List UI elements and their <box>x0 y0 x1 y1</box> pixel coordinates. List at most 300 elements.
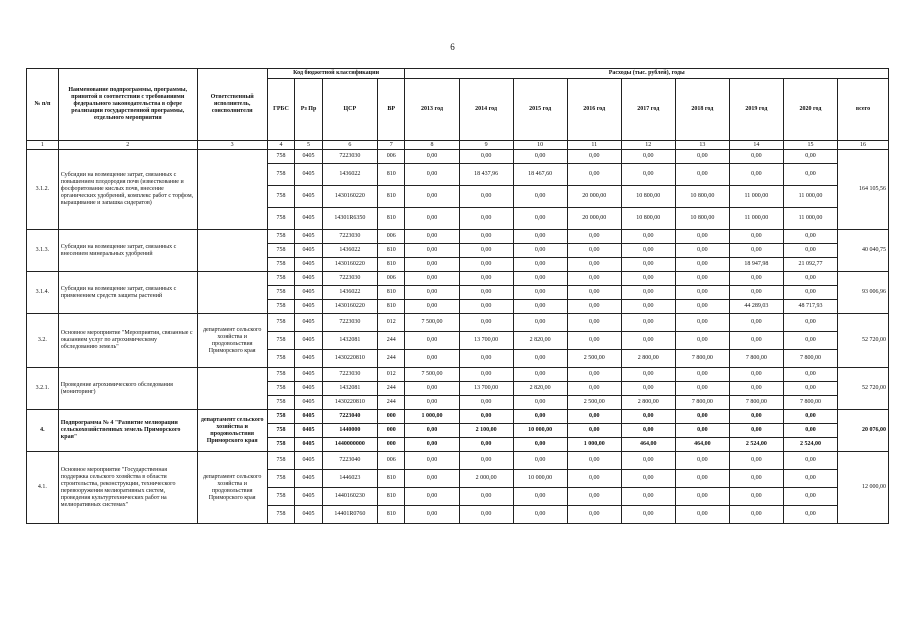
cell-vr: 244 <box>377 332 405 350</box>
cell-year-value: 0,00 <box>405 300 459 314</box>
cell-csr: 14401R0760 <box>322 506 377 524</box>
cell-csr: 7223030 <box>322 150 377 164</box>
cell-rzpr: 0405 <box>295 186 323 208</box>
cell-grbs: 758 <box>267 286 295 300</box>
row-responsible <box>197 368 267 410</box>
cell-grbs: 758 <box>267 470 295 488</box>
cell-year-value: 0,00 <box>729 332 783 350</box>
cell-year-value: 0,00 <box>567 286 621 300</box>
page-number: 6 <box>450 42 455 52</box>
row-name: Проведение агрохимического обследования (мониторинг) <box>58 368 197 410</box>
cell-year-value: 0,00 <box>729 286 783 300</box>
column-index-cell: 2 <box>58 141 197 150</box>
cell-year-value: 0,00 <box>405 488 459 506</box>
cell-year-value: 0,00 <box>675 382 729 396</box>
header-expense-group: Расходы (тыс. рублей), годы <box>405 69 889 79</box>
cell-vr: 810 <box>377 244 405 258</box>
cell-year-value: 0,00 <box>621 332 675 350</box>
cell-year-value: 0,00 <box>567 272 621 286</box>
cell-year-value: 18 437,96 <box>459 164 513 186</box>
cell-grbs: 758 <box>267 368 295 382</box>
cell-year-value: 0,00 <box>729 230 783 244</box>
cell-rzpr: 0405 <box>295 208 323 230</box>
row-number: 3.1.2. <box>27 150 59 230</box>
cell-year-value: 1 000,00 <box>405 410 459 424</box>
cell-year-value: 0,00 <box>783 150 837 164</box>
cell-year-value: 0,00 <box>459 438 513 452</box>
cell-year-value: 0,00 <box>621 488 675 506</box>
cell-year-value: 0,00 <box>567 230 621 244</box>
cell-year-value: 0,00 <box>621 244 675 258</box>
cell-year-value: 0,00 <box>513 258 567 272</box>
column-index-cell: 7 <box>377 141 405 150</box>
cell-year-value: 11 000,00 <box>729 208 783 230</box>
row-responsible <box>197 150 267 230</box>
cell-year-value: 0,00 <box>783 470 837 488</box>
cell-year-value: 0,00 <box>405 438 459 452</box>
cell-csr: 1430220810 <box>322 350 377 368</box>
cell-year-value: 0,00 <box>513 230 567 244</box>
header-year-2016: 2016 год <box>567 79 621 141</box>
cell-year-value: 0,00 <box>405 424 459 438</box>
header-vr: ВР <box>377 79 405 141</box>
cell-year-value: 0,00 <box>621 506 675 524</box>
table-row <box>27 452 889 470</box>
cell-grbs: 758 <box>267 410 295 424</box>
cell-year-value: 2 524,00 <box>783 438 837 452</box>
cell-csr: 7223040 <box>322 410 377 424</box>
cell-year-value: 11 000,00 <box>783 186 837 208</box>
row-responsible <box>197 272 267 314</box>
cell-year-value: 0,00 <box>621 300 675 314</box>
cell-year-value: 0,00 <box>729 410 783 424</box>
cell-rzpr: 0405 <box>295 488 323 506</box>
table-row <box>27 150 889 164</box>
header-year-2014: 2014 год <box>459 79 513 141</box>
cell-year-value: 0,00 <box>513 438 567 452</box>
cell-csr: 7223040 <box>322 452 377 470</box>
cell-vr: 006 <box>377 230 405 244</box>
row-name: Субсидии на возмещение затрат, связанных с применением средств защиты растений <box>58 272 197 314</box>
cell-grbs: 758 <box>267 230 295 244</box>
cell-year-value: 7 800,00 <box>675 350 729 368</box>
cell-year-value: 2 100,00 <box>459 424 513 438</box>
row-number: 4.1. <box>27 452 59 524</box>
cell-year-value: 0,00 <box>459 208 513 230</box>
cell-vr: 244 <box>377 396 405 410</box>
cell-year-value: 0,00 <box>459 272 513 286</box>
cell-year-value: 0,00 <box>675 424 729 438</box>
cell-year-value: 0,00 <box>729 368 783 382</box>
cell-year-value: 0,00 <box>783 286 837 300</box>
column-index-cell: 16 <box>837 141 888 150</box>
cell-year-value: 0,00 <box>783 230 837 244</box>
cell-rzpr: 0405 <box>295 350 323 368</box>
header-year-2015: 2015 год <box>513 79 567 141</box>
cell-year-value: 0,00 <box>729 424 783 438</box>
cell-vr: 000 <box>377 438 405 452</box>
row-responsible <box>197 230 267 272</box>
cell-year-value: 0,00 <box>513 396 567 410</box>
cell-vr: 810 <box>377 488 405 506</box>
cell-year-value: 0,00 <box>567 368 621 382</box>
cell-year-value: 0,00 <box>675 258 729 272</box>
cell-grbs: 758 <box>267 452 295 470</box>
cell-year-value: 0,00 <box>621 150 675 164</box>
cell-grbs: 758 <box>267 186 295 208</box>
cell-year-value: 0,00 <box>405 286 459 300</box>
cell-year-value: 0,00 <box>567 424 621 438</box>
cell-year-value: 0,00 <box>783 314 837 332</box>
cell-year-value: 0,00 <box>675 506 729 524</box>
cell-year-value: 0,00 <box>567 244 621 258</box>
cell-year-value: 0,00 <box>459 452 513 470</box>
cell-year-value: 0,00 <box>405 382 459 396</box>
table-row <box>27 410 889 424</box>
cell-year-value: 48 717,93 <box>783 300 837 314</box>
column-index-cell: 1 <box>27 141 59 150</box>
cell-year-value: 0,00 <box>729 244 783 258</box>
header-year-2020: 2020 год <box>783 79 837 141</box>
cell-year-value: 0,00 <box>513 368 567 382</box>
cell-year-value: 0,00 <box>459 300 513 314</box>
cell-year-value: 0,00 <box>459 506 513 524</box>
row-number: 3.2.1. <box>27 368 59 410</box>
cell-year-value: 0,00 <box>729 470 783 488</box>
cell-vr: 012 <box>377 314 405 332</box>
cell-grbs: 758 <box>267 488 295 506</box>
row-number: 4. <box>27 410 59 452</box>
cell-year-value: 0,00 <box>567 258 621 272</box>
row-name: Основное мероприятие "Государственная поддержка сельского хозяйства в области строительства, реконструкции, технического перевооружения мелиоративных систем, проведения культуртехнических работ на мелиоративных системах" <box>58 452 197 524</box>
cell-year-value: 0,00 <box>621 368 675 382</box>
cell-csr: 1430220810 <box>322 396 377 410</box>
cell-rzpr: 0405 <box>295 470 323 488</box>
cell-vr: 810 <box>377 300 405 314</box>
column-index-cell: 3 <box>197 141 267 150</box>
cell-year-value: 0,00 <box>567 150 621 164</box>
row-total: 20 076,00 <box>837 410 888 452</box>
cell-year-value: 2 800,00 <box>621 350 675 368</box>
row-responsible: департамент сельского хозяйства и продовольствия Приморского края <box>197 452 267 524</box>
cell-year-value: 0,00 <box>513 488 567 506</box>
cell-year-value: 0,00 <box>783 424 837 438</box>
cell-year-value: 0,00 <box>567 506 621 524</box>
cell-rzpr: 0405 <box>295 272 323 286</box>
cell-year-value: 0,00 <box>513 244 567 258</box>
cell-year-value: 0,00 <box>567 488 621 506</box>
cell-grbs: 758 <box>267 258 295 272</box>
cell-year-value: 0,00 <box>405 396 459 410</box>
cell-vr: 006 <box>377 452 405 470</box>
cell-year-value: 7 800,00 <box>729 396 783 410</box>
cell-year-value: 0,00 <box>783 332 837 350</box>
cell-year-value: 0,00 <box>567 332 621 350</box>
cell-csr: 1430160220 <box>322 300 377 314</box>
cell-year-value: 13 700,00 <box>459 332 513 350</box>
header-year-2019: 2019 год <box>729 79 783 141</box>
cell-year-value: 0,00 <box>783 488 837 506</box>
cell-vr: 810 <box>377 164 405 186</box>
cell-year-value: 0,00 <box>783 410 837 424</box>
cell-year-value: 0,00 <box>621 382 675 396</box>
cell-year-value: 0,00 <box>405 230 459 244</box>
cell-rzpr: 0405 <box>295 230 323 244</box>
cell-vr: 000 <box>377 410 405 424</box>
cell-year-value: 20 000,00 <box>567 208 621 230</box>
cell-year-value: 11 000,00 <box>783 208 837 230</box>
cell-year-value: 0,00 <box>459 368 513 382</box>
cell-rzpr: 0405 <box>295 452 323 470</box>
cell-year-value: 0,00 <box>675 410 729 424</box>
header-csr: ЦСР <box>322 79 377 141</box>
cell-year-value: 0,00 <box>513 272 567 286</box>
cell-year-value: 0,00 <box>783 382 837 396</box>
cell-year-value: 0,00 <box>459 488 513 506</box>
cell-vr: 810 <box>377 286 405 300</box>
cell-year-value: 7 800,00 <box>729 350 783 368</box>
cell-year-value: 0,00 <box>621 314 675 332</box>
cell-grbs: 758 <box>267 244 295 258</box>
column-index-cell: 6 <box>322 141 377 150</box>
cell-grbs: 758 <box>267 164 295 186</box>
cell-year-value: 10 800,00 <box>675 208 729 230</box>
cell-year-value: 0,00 <box>459 396 513 410</box>
cell-year-value: 0,00 <box>405 186 459 208</box>
cell-year-value: 0,00 <box>459 314 513 332</box>
cell-year-value: 0,00 <box>405 244 459 258</box>
cell-year-value: 0,00 <box>783 506 837 524</box>
cell-year-value: 0,00 <box>675 452 729 470</box>
row-name: Субсидии на возмещение затрат, связанных с внесением минеральных удобрений <box>58 230 197 272</box>
cell-grbs: 758 <box>267 208 295 230</box>
cell-grbs: 758 <box>267 382 295 396</box>
cell-year-value: 10 000,00 <box>513 424 567 438</box>
cell-year-value: 0,00 <box>405 452 459 470</box>
cell-year-value: 0,00 <box>675 314 729 332</box>
column-index-cell: 5 <box>295 141 323 150</box>
column-index-cell: 14 <box>729 141 783 150</box>
cell-year-value: 0,00 <box>675 230 729 244</box>
cell-year-value: 2 524,00 <box>729 438 783 452</box>
cell-year-value: 0,00 <box>513 186 567 208</box>
cell-year-value: 0,00 <box>675 368 729 382</box>
row-number: 3.1.3. <box>27 230 59 272</box>
cell-year-value: 2 820,00 <box>513 382 567 396</box>
cell-csr: 1430160220 <box>322 186 377 208</box>
header-total: всего <box>837 79 888 141</box>
cell-year-value: 2 820,00 <box>513 332 567 350</box>
cell-year-value: 0,00 <box>459 410 513 424</box>
cell-year-value: 0,00 <box>729 150 783 164</box>
cell-year-value: 0,00 <box>783 244 837 258</box>
column-index-cell: 13 <box>675 141 729 150</box>
header-name: Наименование подпрограммы, программы, принятой в соответствии с требованиями федерального законодательства в сфере реализации государственной программы, отдельного мероприятия <box>58 69 197 141</box>
cell-rzpr: 0405 <box>295 244 323 258</box>
cell-year-value: 7 800,00 <box>783 350 837 368</box>
cell-year-value: 0,00 <box>513 314 567 332</box>
cell-vr: 810 <box>377 186 405 208</box>
cell-year-value: 0,00 <box>621 164 675 186</box>
cell-rzpr: 0405 <box>295 150 323 164</box>
row-total: 12 000,00 <box>837 452 888 524</box>
cell-year-value: 2 000,00 <box>459 470 513 488</box>
table-row <box>27 272 889 286</box>
cell-csr: 7223030 <box>322 272 377 286</box>
cell-year-value: 7 800,00 <box>675 396 729 410</box>
row-total: 52 720,00 <box>837 314 888 368</box>
cell-year-value: 0,00 <box>513 350 567 368</box>
cell-year-value: 10 800,00 <box>621 186 675 208</box>
cell-vr: 810 <box>377 470 405 488</box>
cell-year-value: 0,00 <box>567 314 621 332</box>
cell-year-value: 0,00 <box>405 350 459 368</box>
cell-year-value: 0,00 <box>729 452 783 470</box>
header-rzpr: Рз Пр <box>295 79 323 141</box>
cell-year-value: 0,00 <box>567 164 621 186</box>
cell-year-value: 0,00 <box>459 150 513 164</box>
cell-year-value: 0,00 <box>621 470 675 488</box>
cell-csr: 1430160220 <box>322 258 377 272</box>
cell-year-value: 0,00 <box>513 452 567 470</box>
column-index-cell: 10 <box>513 141 567 150</box>
cell-vr: 810 <box>377 208 405 230</box>
cell-year-value: 0,00 <box>405 272 459 286</box>
cell-year-value: 0,00 <box>513 286 567 300</box>
cell-vr: 244 <box>377 350 405 368</box>
row-responsible: департамент сельского хозяйства и продовольствия Приморского края <box>197 314 267 368</box>
budget-table <box>26 68 889 524</box>
cell-csr: 1446023 <box>322 470 377 488</box>
cell-year-value: 0,00 <box>405 164 459 186</box>
row-number: 3.1.4. <box>27 272 59 314</box>
cell-year-value: 0,00 <box>675 286 729 300</box>
cell-year-value: 13 700,00 <box>459 382 513 396</box>
column-index-cell: 12 <box>621 141 675 150</box>
cell-vr: 810 <box>377 258 405 272</box>
table-body <box>27 141 889 524</box>
cell-year-value: 0,00 <box>567 470 621 488</box>
column-index-cell: 8 <box>405 141 459 150</box>
cell-grbs: 758 <box>267 272 295 286</box>
cell-year-value: 0,00 <box>567 452 621 470</box>
cell-rzpr: 0405 <box>295 332 323 350</box>
cell-vr: 244 <box>377 382 405 396</box>
cell-csr: 1432081 <box>322 332 377 350</box>
cell-year-value: 0,00 <box>459 186 513 208</box>
cell-year-value: 0,00 <box>675 332 729 350</box>
cell-year-value: 0,00 <box>729 382 783 396</box>
header-year-2013: 2013 год <box>405 79 459 141</box>
cell-year-value: 0,00 <box>621 272 675 286</box>
column-index-cell: 11 <box>567 141 621 150</box>
header-responsible: Ответственный исполнитель, соисполнители <box>197 69 267 141</box>
cell-csr: 1440000000 <box>322 438 377 452</box>
cell-year-value: 10 800,00 <box>675 186 729 208</box>
cell-year-value: 0,00 <box>567 410 621 424</box>
cell-year-value: 0,00 <box>621 230 675 244</box>
cell-year-value: 0,00 <box>729 314 783 332</box>
cell-csr: 1436022 <box>322 244 377 258</box>
row-number: 3.2. <box>27 314 59 368</box>
cell-year-value: 0,00 <box>729 272 783 286</box>
cell-vr: 006 <box>377 272 405 286</box>
cell-rzpr: 0405 <box>295 438 323 452</box>
cell-rzpr: 0405 <box>295 258 323 272</box>
cell-grbs: 758 <box>267 506 295 524</box>
cell-rzpr: 0405 <box>295 424 323 438</box>
cell-csr: 7223030 <box>322 368 377 382</box>
row-responsible: департамент сельского хозяйства и продовольствия Приморского края <box>197 410 267 452</box>
cell-csr: 7223030 <box>322 230 377 244</box>
cell-grbs: 758 <box>267 314 295 332</box>
row-total: 52 720,00 <box>837 368 888 410</box>
cell-year-value: 0,00 <box>405 506 459 524</box>
cell-year-value: 0,00 <box>405 332 459 350</box>
cell-year-value: 0,00 <box>783 272 837 286</box>
cell-year-value: 0,00 <box>621 410 675 424</box>
cell-year-value: 7 500,00 <box>405 314 459 332</box>
cell-year-value: 11 000,00 <box>729 186 783 208</box>
cell-year-value: 0,00 <box>783 164 837 186</box>
cell-grbs: 758 <box>267 150 295 164</box>
table-row <box>27 368 889 382</box>
cell-year-value: 20 000,00 <box>567 186 621 208</box>
column-index-row <box>27 141 889 150</box>
cell-grbs: 758 <box>267 424 295 438</box>
cell-grbs: 758 <box>267 438 295 452</box>
cell-grbs: 758 <box>267 350 295 368</box>
cell-year-value: 44 289,03 <box>729 300 783 314</box>
cell-year-value: 0,00 <box>459 244 513 258</box>
cell-year-value: 0,00 <box>405 258 459 272</box>
row-name: Подпрограмма № 4 "Развитие мелиорации сельскохозяйственных земель Приморского края" <box>58 410 197 452</box>
cell-year-value: 0,00 <box>783 368 837 382</box>
cell-year-value: 0,00 <box>675 300 729 314</box>
cell-year-value: 0,00 <box>513 410 567 424</box>
header-budget-code-group: Код бюджетной классификации <box>267 69 405 79</box>
row-total: 40 040,75 <box>837 230 888 272</box>
cell-vr: 012 <box>377 368 405 382</box>
cell-year-value: 0,00 <box>729 164 783 186</box>
cell-rzpr: 0405 <box>295 286 323 300</box>
cell-year-value: 0,00 <box>513 506 567 524</box>
cell-rzpr: 0405 <box>295 396 323 410</box>
cell-csr: 14301R6350 <box>322 208 377 230</box>
column-index-cell: 15 <box>783 141 837 150</box>
cell-year-value: 2 500,00 <box>567 396 621 410</box>
cell-year-value: 464,00 <box>621 438 675 452</box>
column-index-cell: 4 <box>267 141 295 150</box>
cell-grbs: 758 <box>267 396 295 410</box>
header-year-2017: 2017 год <box>621 79 675 141</box>
row-total: 93 006,96 <box>837 272 888 314</box>
cell-year-value: 0,00 <box>675 150 729 164</box>
cell-year-value: 1 000,00 <box>567 438 621 452</box>
cell-vr: 000 <box>377 424 405 438</box>
cell-year-value: 0,00 <box>567 382 621 396</box>
cell-year-value: 0,00 <box>675 244 729 258</box>
cell-year-value: 0,00 <box>513 300 567 314</box>
cell-year-value: 0,00 <box>459 286 513 300</box>
cell-year-value: 0,00 <box>675 164 729 186</box>
cell-year-value: 7 800,00 <box>783 396 837 410</box>
cell-year-value: 10 000,00 <box>513 470 567 488</box>
header-year-2018: 2018 год <box>675 79 729 141</box>
cell-csr: 1440000 <box>322 424 377 438</box>
cell-year-value: 18 947,98 <box>729 258 783 272</box>
cell-rzpr: 0405 <box>295 368 323 382</box>
